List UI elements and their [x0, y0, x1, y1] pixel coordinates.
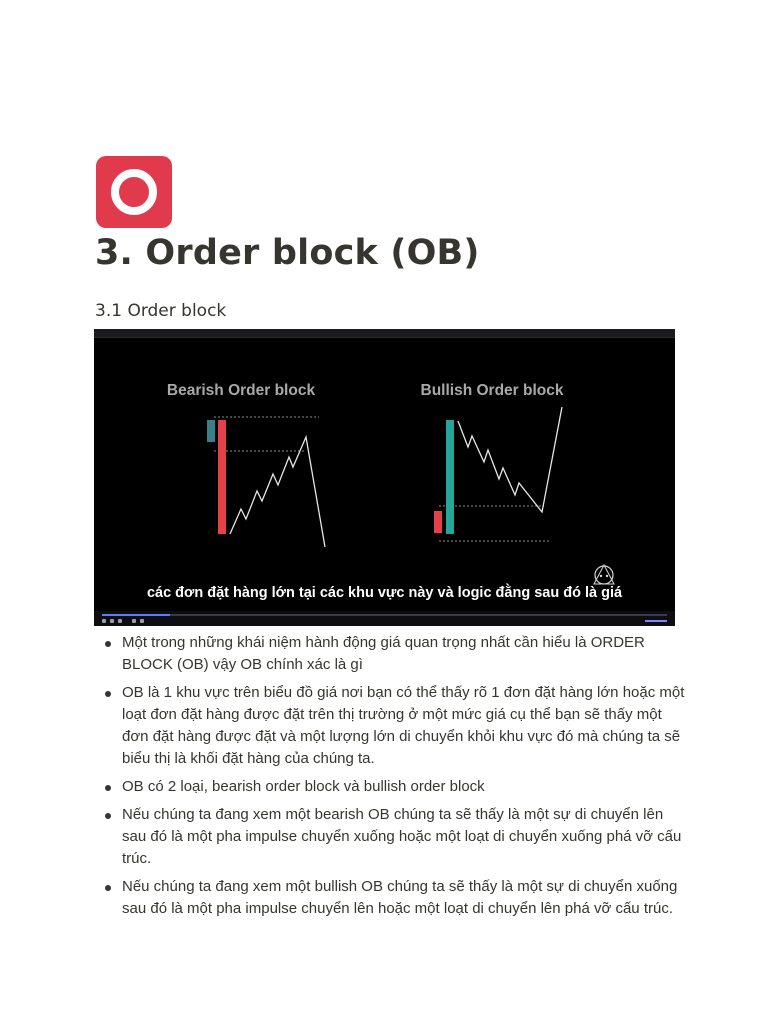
rewind-icon[interactable]	[102, 619, 106, 623]
list-item: OB là 1 khu vực trên biểu đồ giá nơi bạn có thể thấy rõ 1 đơn đặt hàng lớn hoặc một loạt đơn đặt hàng được đặt trên thị trường ở một mức giá cụ thể bạn sẽ thấy một đơn đặt hàng được đặt và một lượng lớn di chuyển khỏi khu vực đó mà chúng ta sẽ biểu thị là khối đặt hàng của chúng ta.	[96, 682, 686, 770]
list-item: Nếu chúng ta đang xem một bearish OB chúng ta sẽ thấy là một sự di chuyển lên sau đó là một pha impulse chuyển xuống hoặc một loạt di chuyển xuống phá vỡ cấu trúc.	[96, 804, 686, 870]
time-display-icon	[140, 619, 144, 623]
video-progress-fill	[102, 614, 170, 616]
video-player[interactable]	[94, 329, 675, 626]
bearish-price-path	[230, 437, 325, 547]
letter-o-icon	[111, 169, 157, 215]
bullish-small-candle	[434, 511, 442, 533]
list-item: OB có 2 loại, bearish order block và bullish order block	[96, 776, 686, 798]
bearish-small-candle	[207, 420, 215, 442]
play-icon[interactable]	[110, 619, 114, 623]
page-icon	[96, 156, 172, 228]
bullish-price-path	[458, 407, 562, 512]
bearish-label: Bearish Order block	[166, 382, 316, 399]
presenter-avatar-icon	[594, 565, 614, 584]
bearish-ob-candle	[218, 420, 226, 534]
order-block-illustration	[94, 329, 675, 626]
speed-icon[interactable]	[132, 619, 136, 623]
bullish-label: Bullish Order block	[420, 382, 564, 399]
bullet-list	[96, 632, 686, 926]
forward-icon[interactable]	[118, 619, 122, 623]
volume-slider[interactable]	[645, 620, 667, 622]
video-controls[interactable]	[94, 611, 675, 626]
bullish-ob-candle	[446, 420, 454, 534]
section-title: 3.1 Order block	[95, 301, 227, 321]
video-subtitle: các đơn đặt hàng lớn tại các khu vực này và logic đằng sau đó là giá	[146, 585, 623, 601]
list-item: Nếu chúng ta đang xem một bullish OB chúng ta sẽ thấy là một sự di chuyển xuống sau đó là một pha impulse chuyển lên hoặc một loạt di chuyển lên phá vỡ cấu trúc.	[96, 876, 686, 920]
list-item: Một trong những khái niệm hành động giá quan trọng nhất cần hiểu là ORDER BLOCK (OB) vậy OB chính xác là gì	[96, 632, 686, 676]
page-title: 3. Order block (OB)	[95, 233, 480, 273]
video-progress-track[interactable]	[102, 614, 667, 616]
